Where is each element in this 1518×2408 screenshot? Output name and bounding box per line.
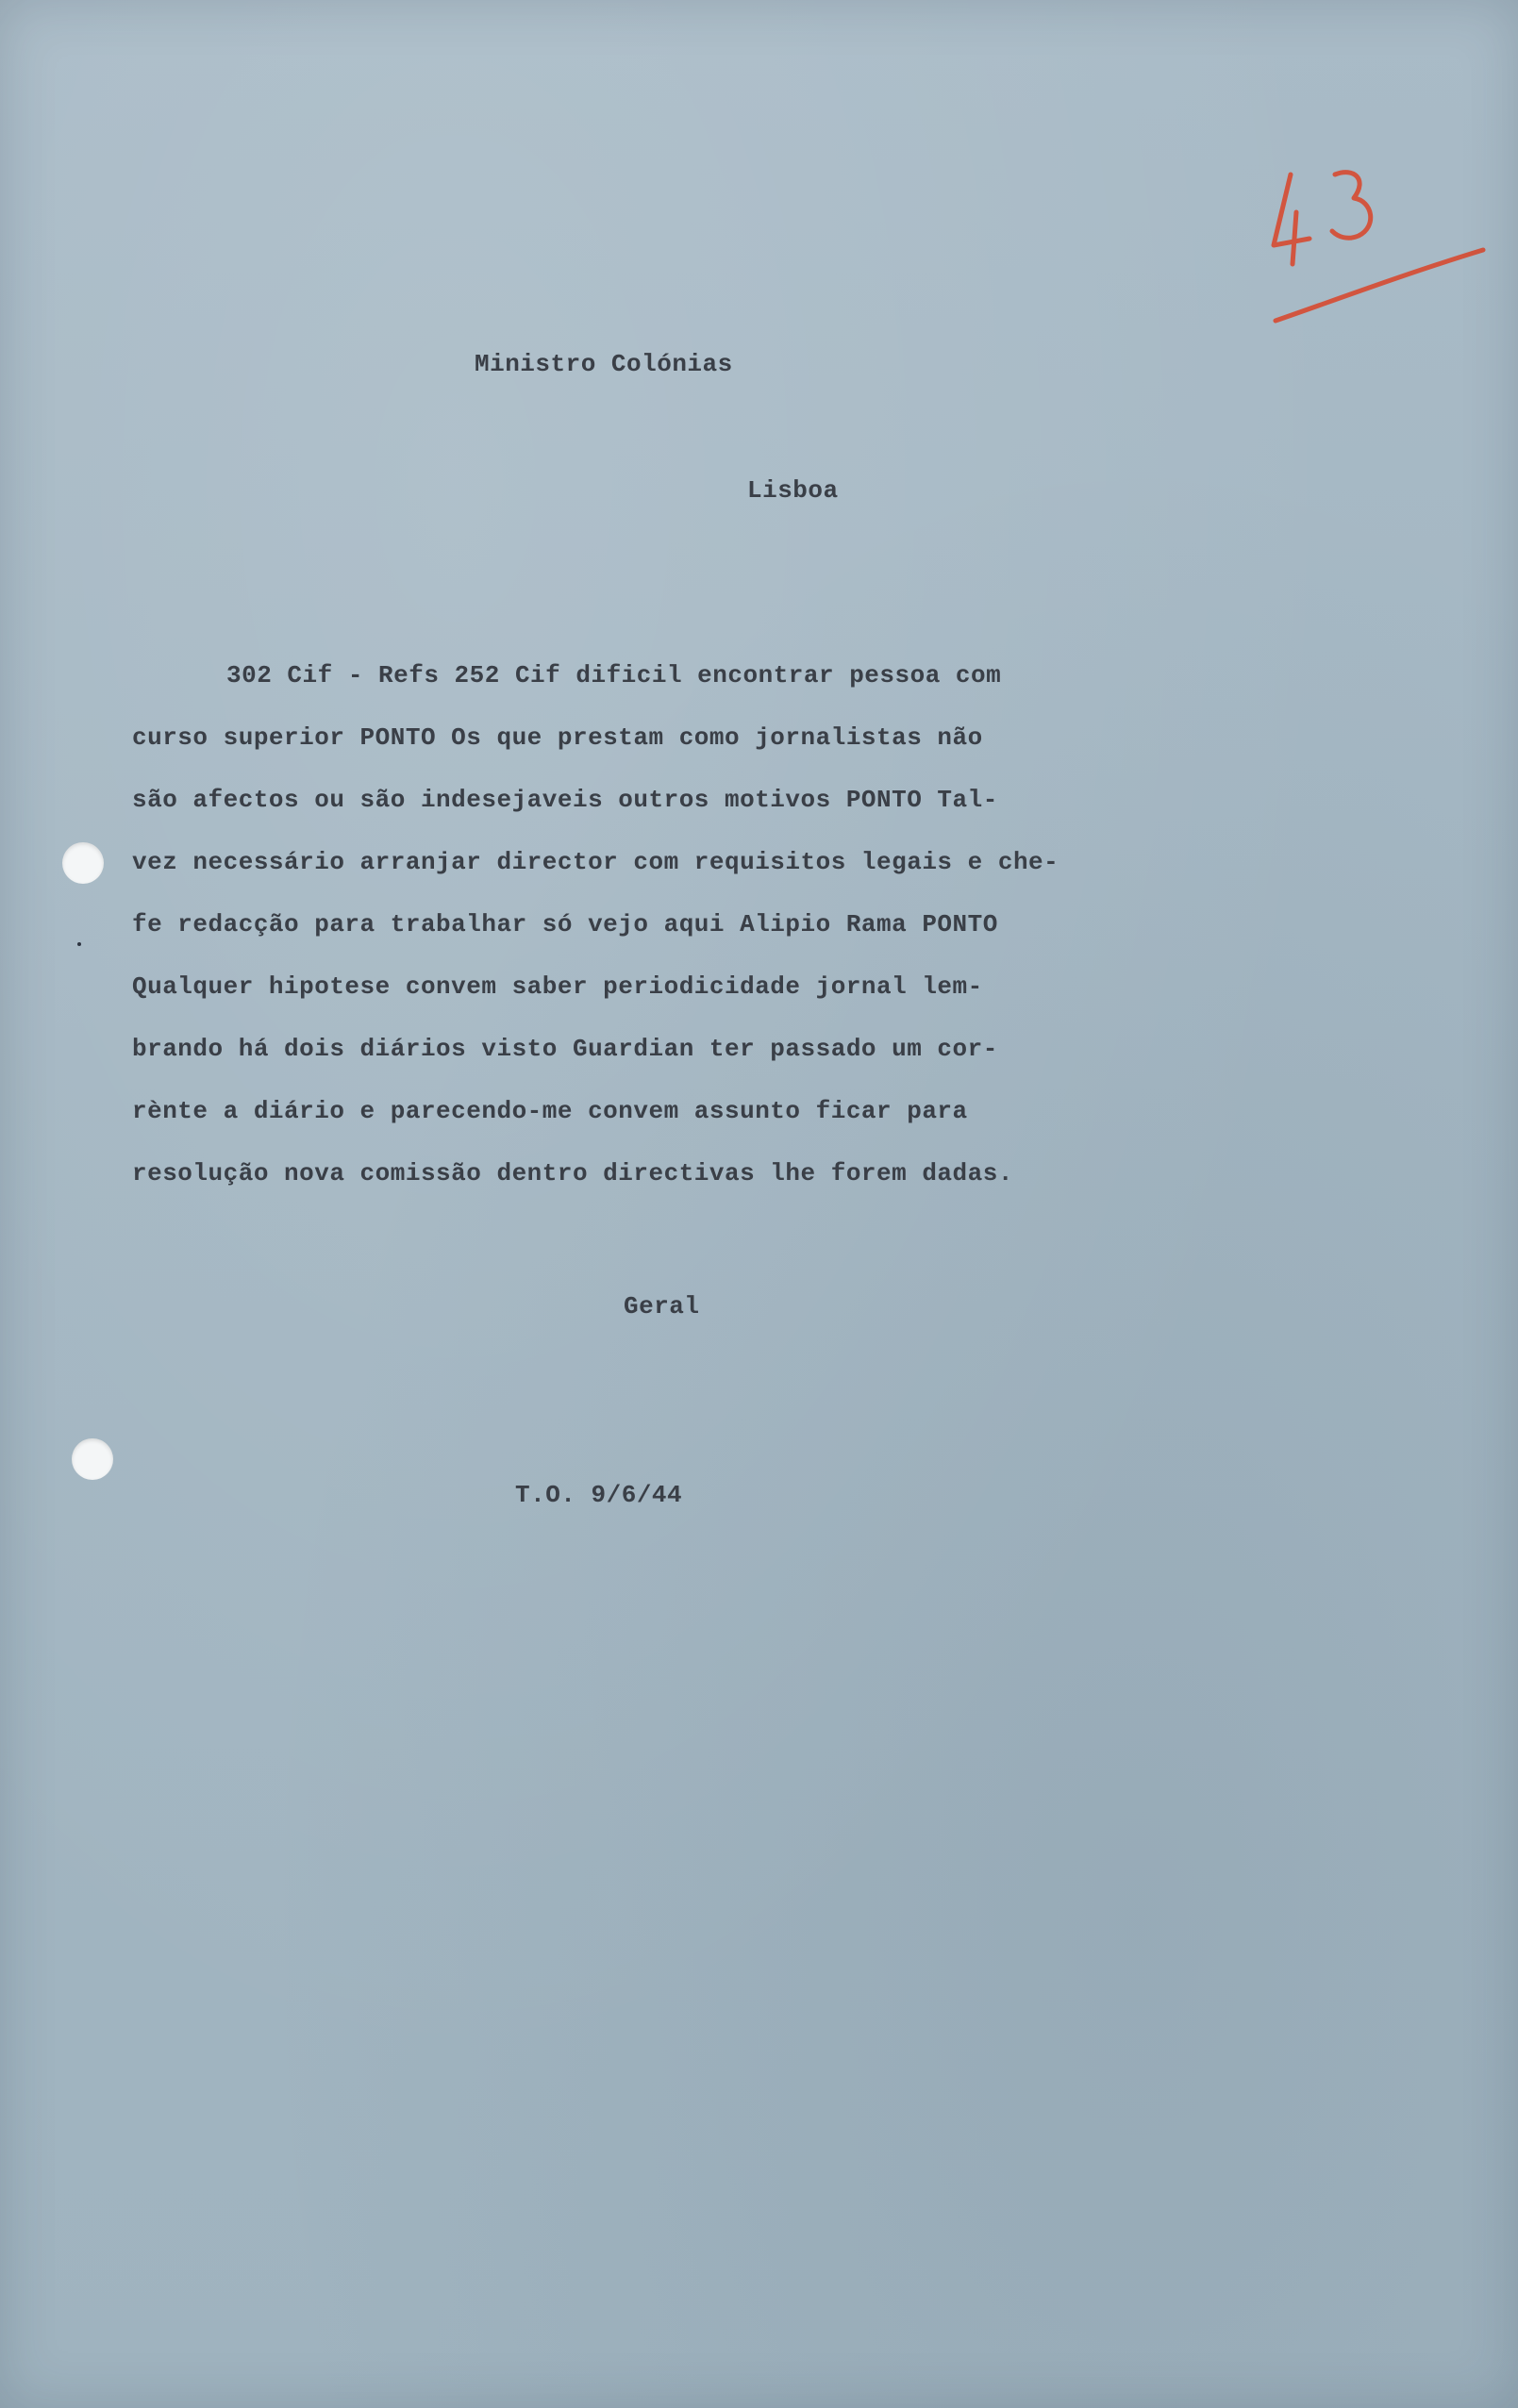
addressee-line: Ministro Colónias	[475, 350, 733, 378]
body-line-7: brando há dois diários visto Guardian ter passado um cor-	[132, 1035, 998, 1063]
folio-underline-stroke	[1276, 250, 1483, 321]
body-line-6: Qualquer hipotese convem saber periodicidade jornal lem-	[132, 972, 983, 1001]
body-line-4: vez necessário arranjar director com requisitos legais e che-	[132, 848, 1059, 876]
date-reference: T.O. 9/6/44	[515, 1481, 683, 1509]
body-line-5: fe redacção para trabalhar só vejo aqui Alipio Rama PONTO	[132, 910, 998, 938]
signature-line: Geral	[624, 1292, 700, 1320]
punch-hole-top	[62, 842, 104, 884]
punch-hole-bottom	[72, 1438, 113, 1480]
folio-number-annotation	[1264, 146, 1491, 335]
body-line-2: curso superior PONTO Os que prestam como jornalistas não	[132, 723, 983, 752]
body-line-1: 302 Cif - Refs 252 Cif dificil encontrar pessoa com	[226, 661, 1002, 689]
folio-digit-three-stroke	[1332, 173, 1371, 239]
folio-digit-four-stem	[1293, 212, 1296, 264]
body-line-8: rènte a diário e parecendo-me convem assunto ficar para	[132, 1097, 968, 1125]
city-line: Lisboa	[747, 476, 839, 505]
body-line-9: resolução nova comissão dentro directivas lhe forem dadas.	[132, 1159, 1013, 1187]
folio-digit-four-stroke	[1274, 174, 1309, 245]
margin-mark	[77, 942, 81, 946]
body-line-3: são afectos ou são indesejaveis outros motivos PONTO Tal-	[132, 786, 998, 814]
